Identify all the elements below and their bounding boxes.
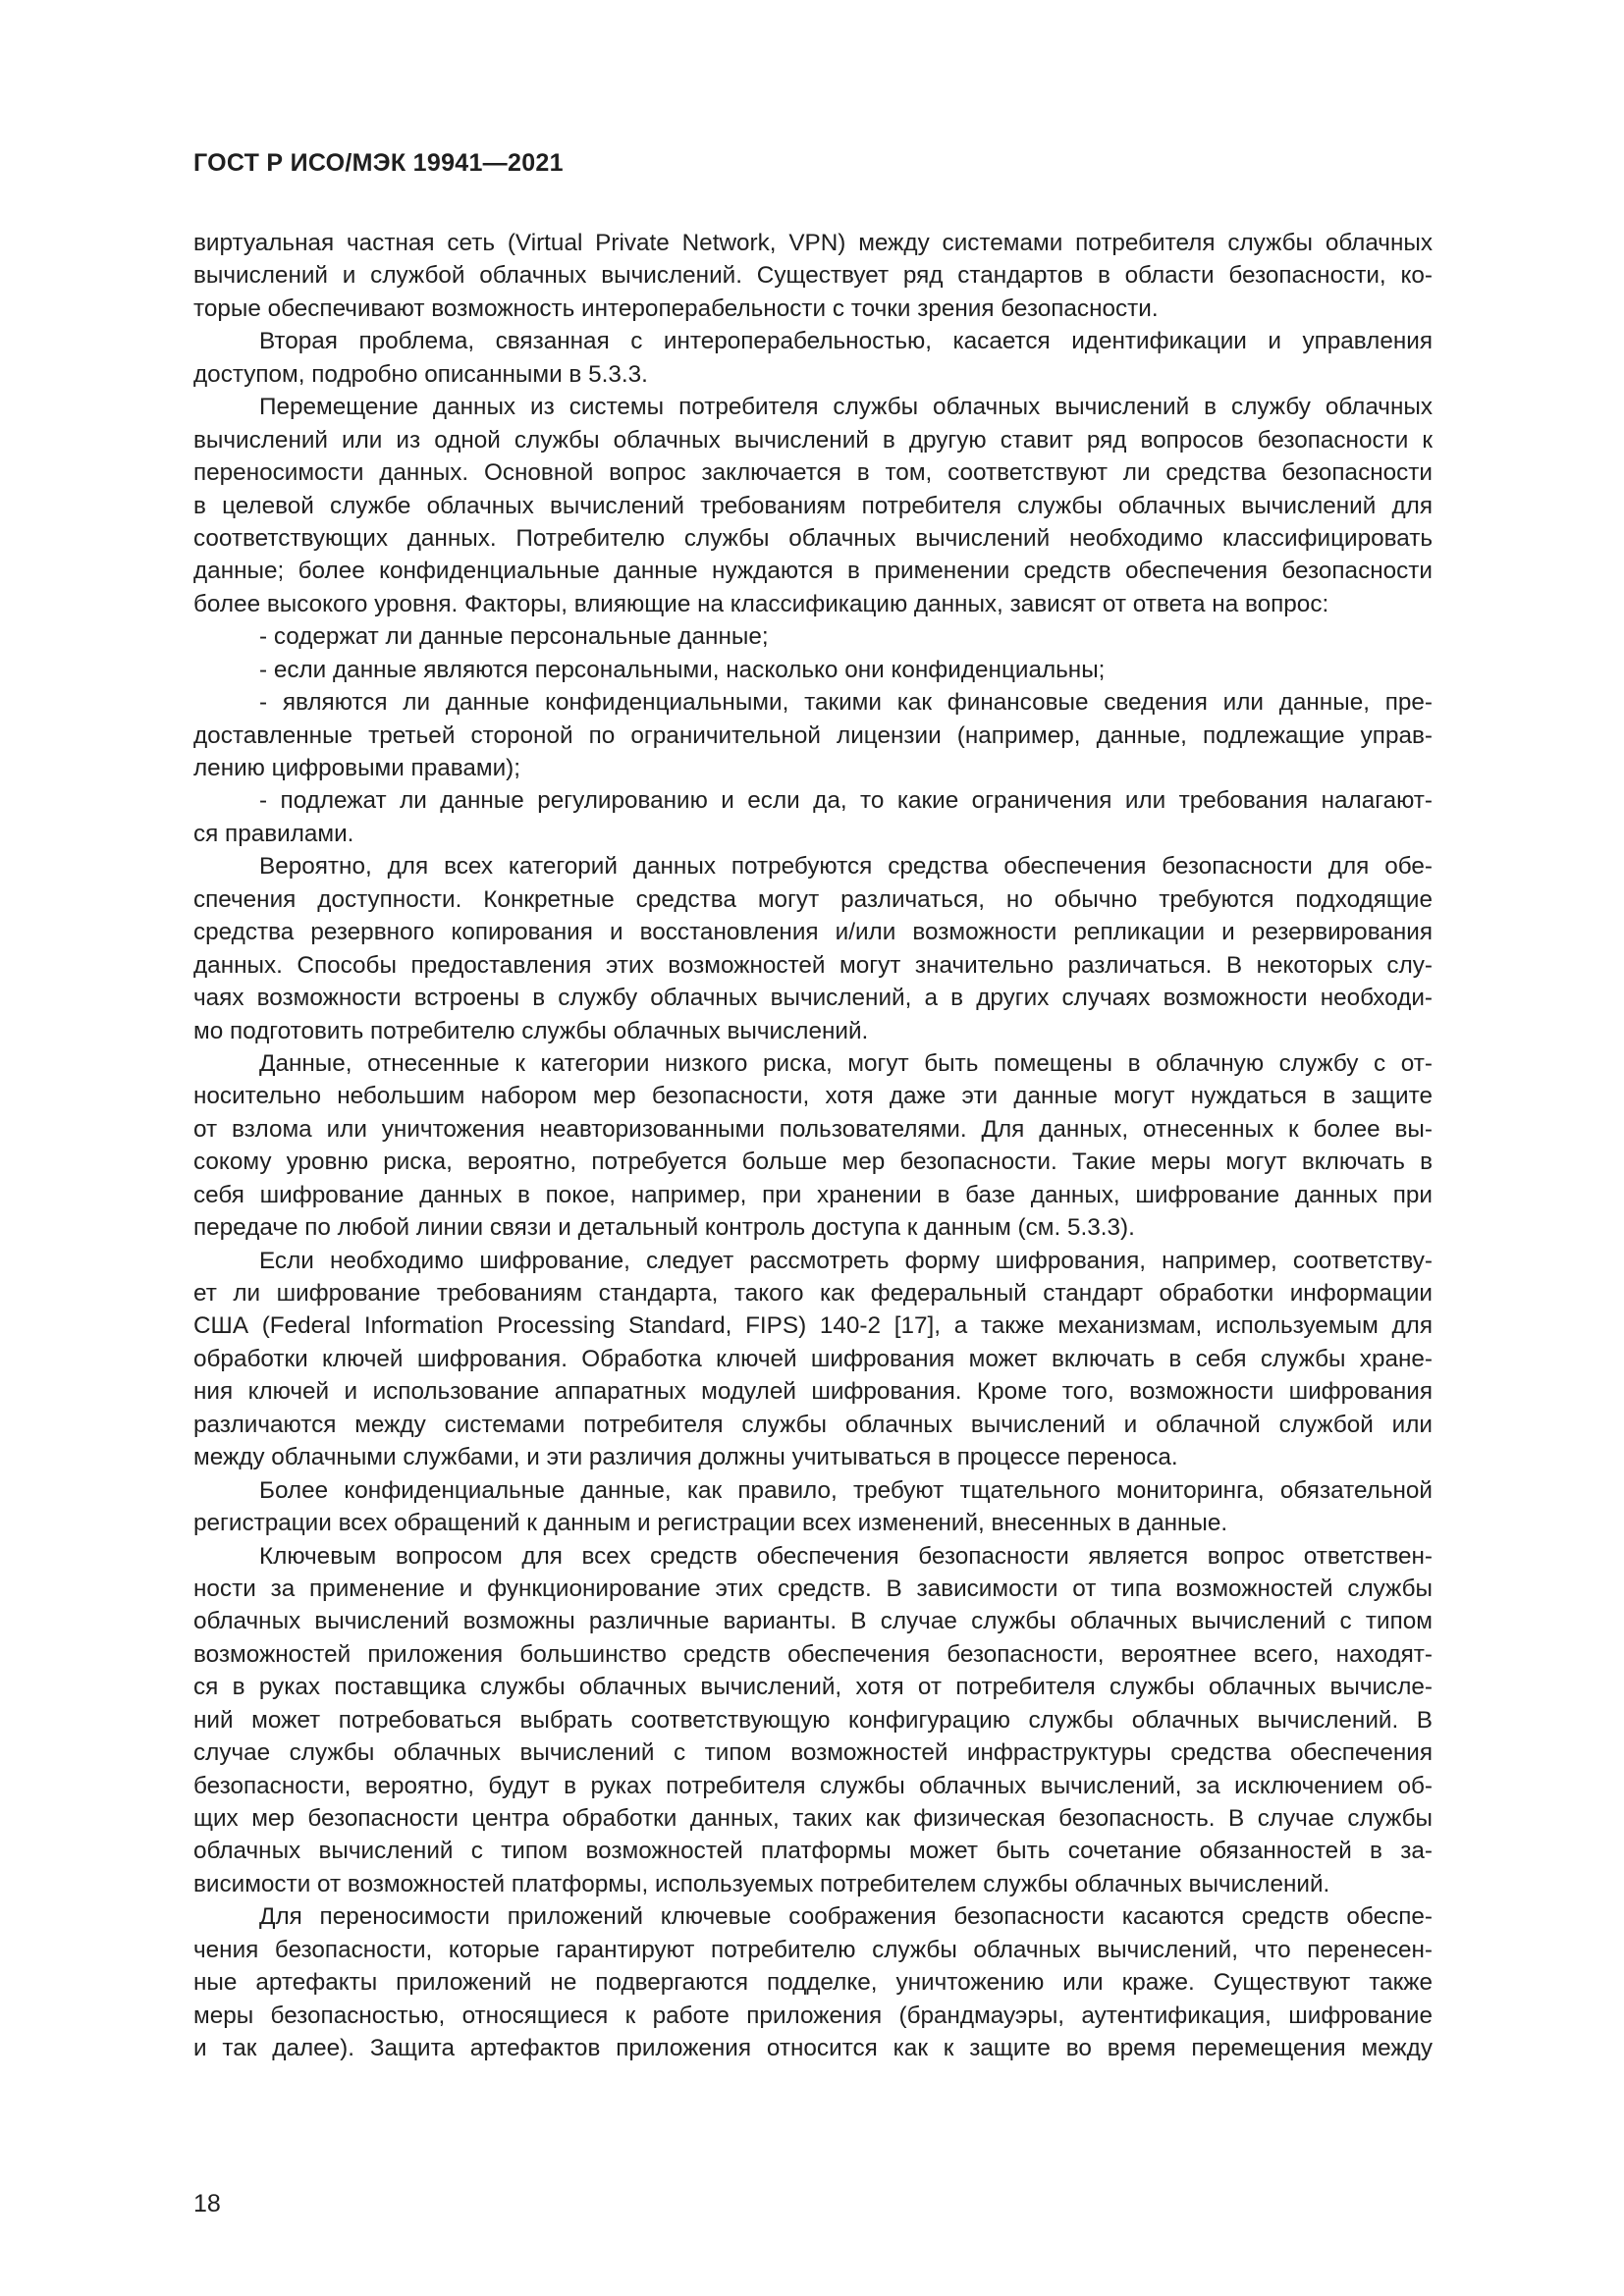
text-line: Перемещение данных из системы потребителя службы облачных вычислений в службу облачных [259, 394, 1433, 421]
text-line: данных. Способы предоставления этих возможностей могут значительно различаться. В некоторых слу- [193, 951, 1433, 979]
text-line: - содержат ли данные персональные данные; [259, 623, 769, 651]
text-line: - если данные являются персональными, насколько они конфиденциальны; [259, 656, 1106, 683]
text-line: доставленные третьей стороной по ограничительной лицензии (например, данные, подлежащие управ- [193, 721, 1433, 749]
text-line: случае службы облачных вычислений с типом возможностей инфраструктуры средства обеспечения [193, 1739, 1433, 1767]
text-line: носительно небольшим набором мер безопасности, хотя даже эти данные могут нуждаться в защите [193, 1083, 1433, 1110]
text-line: Ключевым вопросом для всех средств обеспечения безопасности является вопрос ответствен- [259, 1542, 1433, 1570]
text-line: соответствующих данных. Потребителю службы облачных вычислений необходимо классифицировать [193, 524, 1433, 552]
text-line: данные; более конфиденциальные данные нуждаются в применении средств обеспечения безопасности [193, 558, 1433, 585]
text-line: ний может потребоваться выбрать соответствующую конфигурацию службы облачных вычислений. В [193, 1706, 1433, 1734]
text-line: возможностей приложения большинство средств обеспечения безопасности, вероятнее всего, находят- [193, 1640, 1433, 1668]
text-line: чения безопасности, которые гарантируют потребителю службы облачных вычислений, что перенесен- [193, 1936, 1433, 1963]
text-line: себя шифрование данных в покое, например, при хранении в базе данных, шифрование данных при [193, 1181, 1433, 1208]
text-line: переносимости данных. Основной вопрос заключается в том, соответствуют ли средства безопасности [193, 459, 1433, 487]
text-line: облачных вычислений с типом возможностей платформы может быть сочетание обязанностей в за- [193, 1838, 1433, 1865]
text-line: Данные, отнесенные к категории низкого риска, могут быть помещены в облачную службу с от- [259, 1049, 1433, 1077]
text-line: висимости от возможностей платформы, используемых потребителем службы облачных вычислений. [193, 1870, 1330, 1897]
text-line: ся правилами. [193, 820, 354, 847]
text-line: лению цифровыми правами); [193, 755, 521, 781]
page-number: 18 [193, 2190, 221, 2217]
text-line: различаются между системами потребителя службы облачных вычислений и облачной службой или [193, 1411, 1433, 1438]
text-line: средства резервного копирования и восстановления и/или возможности репликации и резервирования [193, 919, 1433, 946]
text-line: Если необходимо шифрование, следует рассмотреть форму шифрования, например, соответству- [259, 1247, 1433, 1274]
text-line: - являются ли данные конфиденциальными, такими как финансовые сведения или данные, пре- [259, 689, 1433, 717]
text-line: вычислений или из одной службы облачных вычислений в другую ставит ряд вопросов безопасности к [193, 426, 1433, 454]
standard-header: ГОСТ Р ИСО/МЭК 19941—2021 [193, 149, 564, 177]
text-line: ся в руках поставщика службы облачных вычислений, хотя от потребителя службы облачных вычисле- [193, 1674, 1433, 1701]
text-line: Для переносимости приложений ключевые соображения безопасности касаются средств обеспе- [259, 1903, 1433, 1931]
text-line: ные артефакты приложений не подвергаются подделке, уничтожению или краже. Существуют также [193, 1969, 1433, 1997]
text-line: более высокого уровня. Факторы, влияющие на классификацию данных, зависят от ответа на вопрос: [193, 590, 1329, 617]
text-line: Более конфиденциальные данные, как правило, требуют тщательного мониторинга, обязательной [259, 1476, 1433, 1504]
text-line: Вторая проблема, связанная с интероперабельностью, касается идентификации и управления [259, 328, 1433, 355]
text-line: ния ключей и использование аппаратных модулей шифрования. Кроме того, возможности шифрования [193, 1378, 1433, 1406]
text-line: Вероятно, для всех категорий данных потребуются средства обеспечения безопасности для обе- [259, 853, 1433, 881]
text-line: облачных вычислений возможны различные варианты. В случае службы облачных вычислений с типом [193, 1608, 1433, 1635]
text-line: ности за применение и функционирование этих средств. В зависимости от типа возможностей службы [193, 1575, 1433, 1602]
text-line: между облачными службами, и эти различия должны учитываться в процессе переноса. [193, 1444, 1178, 1471]
text-line: регистрации всех обращений к данным и регистрации всех изменений, внесенных в данные. [193, 1510, 1228, 1537]
text-line: США (Federal Information Processing Standard, FIPS) 140-2 [17], а также механизмам, используемым для [193, 1312, 1433, 1340]
text-line: меры безопасностью, относящиеся к работе приложения (брандмауэры, аутентификация, шифрование [193, 2002, 1433, 2029]
text-line: - подлежат ли данные регулированию и если да, то какие ограничения или требования налагают- [259, 787, 1433, 815]
text-line: передаче по любой линии связи и детальный контроль доступа к данным (см. 5.3.3). [193, 1214, 1135, 1242]
text-line: от взлома или уничтожения неавторизованными пользователями. Для данных, отнесенных к более вы- [193, 1115, 1433, 1143]
text-line: безопасности, вероятно, будут в руках потребителя службы облачных вычислений, за исключением об- [193, 1772, 1433, 1799]
text-line: сокому уровню риска, вероятно, потребуется больше мер безопасности. Такие меры могут включать в [193, 1148, 1433, 1176]
text-line: торые обеспечивают возможность интероперабельности с точки зрения безопасности. [193, 294, 1159, 322]
text-line: виртуальная частная сеть (Virtual Private Network, VPN) между системами потребителя службы облачных [193, 230, 1433, 256]
text-line: спечения доступности. Конкретные средства могут различаться, но обычно требуются подходящие [193, 885, 1433, 913]
body-text [193, 227, 1433, 2065]
text-line: обработки ключей шифрования. Обработка ключей шифрования может включать в себя службы хране- [193, 1345, 1433, 1372]
text-line: в целевой службе облачных вычислений требованиям потребителя службы облачных вычислений для [193, 492, 1433, 519]
text-line: доступом, подробно описанными в 5.3.3. [193, 360, 648, 388]
text-line: мо подготовить потребителю службы облачных вычислений. [193, 1017, 869, 1044]
text-line: и так далее). Защита артефактов приложения относится как к защите во время перемещения между [193, 2035, 1433, 2062]
text-line: чаях возможности встроены в службу облачных вычислений, а в других случаях возможности необходи- [193, 985, 1433, 1012]
text-line: вычислений и службой облачных вычислений. Существует ряд стандартов в области безопасности, ко- [193, 262, 1433, 290]
text-line: ет ли шифрование требованиям стандарта, такого как федеральный стандарт обработки информации [193, 1280, 1433, 1307]
text-line: щих мер безопасности центра обработки данных, таких как физическая безопасность. В случае службы [193, 1805, 1433, 1832]
